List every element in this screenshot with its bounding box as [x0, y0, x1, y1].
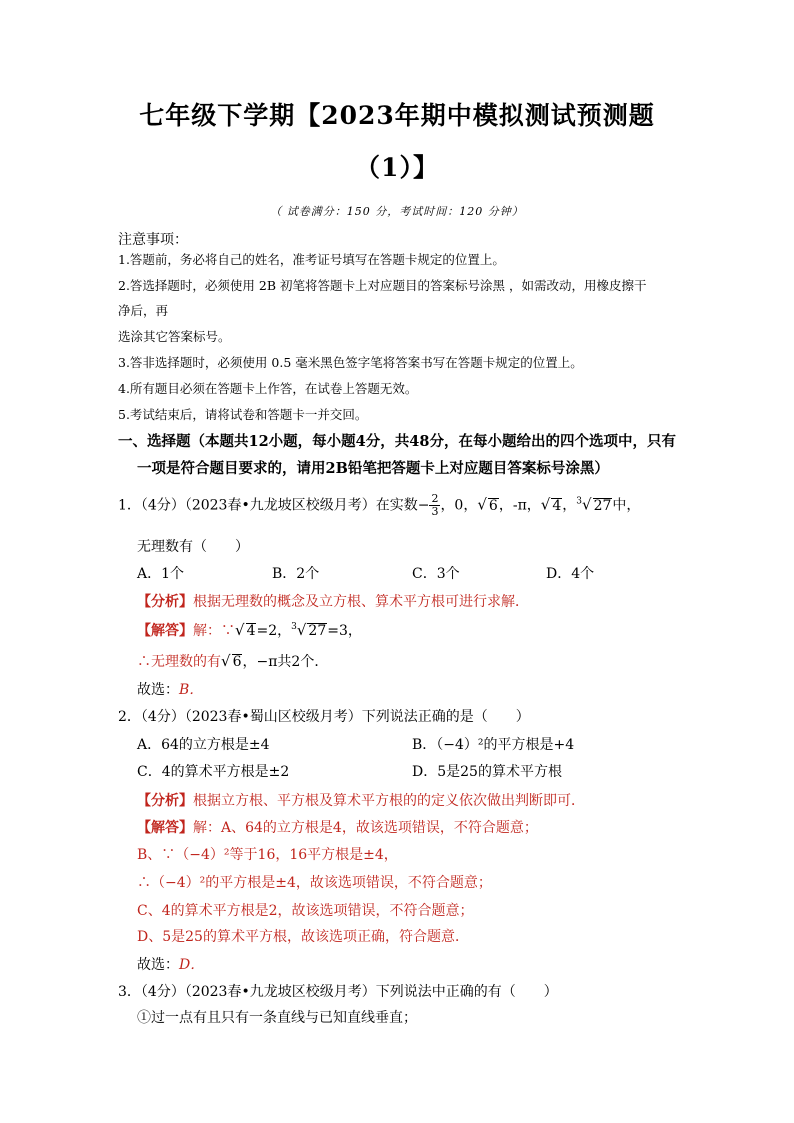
question-1-answer: 【解答】解：∵√ 4=2，$^3$√ 27=3， — [137, 621, 362, 639]
question-3-item-1: ①过一点有且只有一条直线与已知直线垂直； — [137, 1010, 417, 1026]
question-2-option-a: A．64的立方根是±4 — [137, 737, 270, 753]
question-2-option-b: B．（−4）²的平方根是+4 — [412, 737, 575, 753]
notice-item: 选涂其它答案标号。 — [118, 329, 231, 344]
notice-heading: 注意事项： — [118, 232, 188, 248]
notice-item: 3.答非选择题时，必须使用 0.5 毫米黑色签字笔将答案书写在答题卡规定的位置上。 — [118, 355, 583, 370]
question-1-answer-line2: ∴无理数的有√ 6，−π共2个． — [137, 652, 329, 670]
question-2-option-d: D．5是25的算术平方根 — [412, 764, 562, 780]
notice-item: 2.答选择题时，必须使用 2B 初笔将答题卡上对应题目的答案标号涂黑 ，如需改动，用橡皮擦干 — [118, 278, 647, 293]
question-2-answer-line: D、5是25的算术平方根，故该选项正确，符合题意． — [137, 929, 469, 945]
question-2-answer-line: B、∵（−4）²等于16，16平方根是±4， — [137, 847, 398, 863]
question-2-choice: 故选：D． — [137, 957, 205, 973]
question-1-analysis: 【分析】根据无理数的概念及立方根、算术平方根可进行求解． — [137, 594, 529, 610]
question-2-answer-line: C、4的算术平方根是2，故该选项错误，不符合题意； — [137, 903, 474, 919]
question-1-choice: 故选：B． — [137, 682, 204, 698]
notice-item: 4.所有题目必须在答题卡上作答，在试卷上答题无效。 — [118, 381, 418, 396]
notice-item: 净后，再 — [118, 303, 169, 318]
exam-subtitle: （ 试卷满分：150 分，考试时间：120 分钟） — [270, 205, 524, 218]
question-1-option-b: B．2个 — [272, 566, 320, 582]
section-heading: 一、选择题（本题共12小题，每小题4分，共48分，在每小题给出的四个选项中，只有 — [118, 433, 676, 450]
notice-item: 5.考试结束后，请将试卷和答题卡一并交回。 — [118, 407, 368, 422]
question-1-option-a: A．1个 — [137, 566, 185, 582]
question-1-option-c: C．3个 — [412, 566, 460, 582]
question-1-stem: 1．（4分）（2023春•九龙坡区校级月考）在实数− $\frac{2}{3}$ ，0，√ 6，‐π，√ 4，$^3$√ 27中， — [118, 492, 641, 519]
page-title: 七年级下学期【2023年期中模拟测试预测题 — [139, 101, 655, 130]
question-3-stem: 3．（4分）（2023春•九龙坡区校级月考）下列说法中正确的有（ ） — [118, 984, 558, 1000]
question-2-answer-line: ∴（−4）²的平方根是±4，故该选项错误，不符合题意； — [137, 875, 492, 891]
question-2-option-c: C．4的算术平方根是±2 — [137, 764, 290, 780]
question-1-stem-line2: 无理数有（ ） — [137, 539, 249, 555]
question-1-option-d: D．4个 — [546, 566, 595, 582]
fraction: $\frac{2}{3}$ — [431, 492, 439, 519]
question-2-answer: 【解答】解：A、64的立方根是4，故该选项错误，不符合题意； — [137, 820, 538, 836]
notice-item: 1.答题前，务必将自己的姓名，准考证号填写在答题卡规定的位置上。 — [118, 252, 505, 267]
page-title-line2: （1）】 — [355, 153, 439, 182]
question-2-stem: 2．（4分）（2023春•蜀山区校级月考）下列说法正确的是（ ） — [118, 709, 530, 725]
section-heading-line2: 一项是符合题目要求的，请用2B铅笔把答题卡上对应题目答案标号涂黑） — [137, 460, 609, 477]
question-2-analysis: 【分析】根据立方根、平方根及算术平方根的的定义依次做出判断即可． — [137, 793, 585, 809]
